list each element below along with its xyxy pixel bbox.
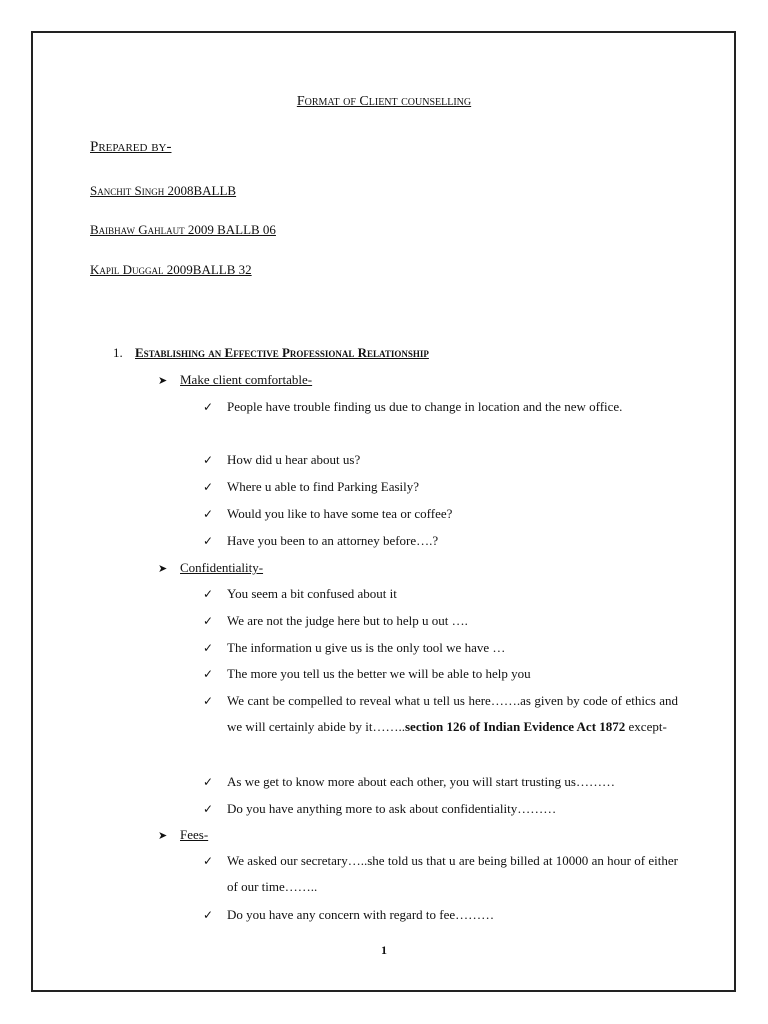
list-item — [203, 474, 678, 500]
list-item-text: Do you have anything more to ask about confidentiality……… — [227, 801, 557, 816]
list-item — [203, 608, 678, 634]
author-3: Kapil Duggal 2009BALLB 32 — [90, 262, 252, 277]
subsection-confidentiality — [158, 560, 263, 576]
subsection-label: Confidentiality- — [180, 560, 264, 575]
author-1: Sanchit Singh 2008BALLB — [90, 183, 237, 198]
list-item-text: How did u hear about us? — [227, 452, 361, 467]
list-item — [203, 447, 678, 473]
list-item — [203, 635, 678, 661]
checkmark-icon: ✓ — [203, 854, 214, 868]
subsection-fees — [158, 827, 208, 843]
list-item-text: People have trouble finding us due to change in location and the new office. — [227, 399, 623, 414]
list-item — [203, 796, 678, 822]
arrow-bullet-icon: ➤ — [158, 830, 168, 842]
list-item-text: We asked our secretary…..she told us that u are being billed at 10000 an hour of either of our time…….. — [227, 853, 678, 894]
list-item-text-tail: except- — [625, 719, 667, 734]
checkmark-icon: ✓ — [203, 694, 214, 708]
checkmark-icon: ✓ — [203, 400, 214, 414]
list-item-text: The information u give us is the only tool we have … — [227, 640, 506, 655]
list-item-text: As we get to know more about each other, you will start trusting us……… — [227, 774, 615, 789]
legal-reference: section 126 of Indian Evidence Act 1872 — [404, 719, 626, 734]
list-item-text: Would you like to have some tea or coffee? — [227, 506, 453, 521]
arrow-bullet-icon: ➤ — [158, 375, 168, 387]
section-heading — [113, 345, 429, 361]
list-item-text: We are not the judge here but to help u out …. — [227, 613, 468, 628]
prepared-by-heading: Prepared by- — [90, 139, 172, 155]
list-item — [203, 848, 678, 900]
checkmark-icon: ✓ — [203, 641, 214, 655]
list-item — [203, 581, 678, 607]
list-item — [203, 394, 678, 420]
list-item-text: Do you have any concern with regard to fee……… — [227, 907, 495, 922]
checkmark-icon: ✓ — [203, 667, 214, 681]
checkmark-icon: ✓ — [203, 587, 214, 601]
checkmark-icon: ✓ — [203, 507, 214, 521]
checkmark-icon: ✓ — [203, 908, 214, 922]
section-title: Establishing an Effective Professional Relationship — [135, 345, 429, 360]
checkmark-icon: ✓ — [203, 614, 214, 628]
checkmark-icon: ✓ — [203, 802, 214, 816]
list-item-text-main: We cant be compelled to reveal what u tell us here…….as given by code of ethics and we will certainly abide by it…….. — [227, 693, 678, 734]
subsection-make-client-comfortable — [158, 372, 312, 388]
page-number: 1 — [381, 943, 387, 957]
list-item-text — [227, 688, 678, 740]
checkmark-icon: ✓ — [203, 453, 214, 467]
list-item — [203, 688, 678, 740]
list-item — [203, 902, 678, 928]
checkmark-icon: ✓ — [203, 480, 214, 494]
list-item-text: You seem a bit confused about it — [227, 586, 397, 601]
list-item-text: Where u able to find Parking Easily? — [227, 479, 420, 494]
list-item — [203, 528, 678, 554]
section-number: 1. — [113, 345, 123, 360]
arrow-bullet-icon: ➤ — [158, 563, 168, 575]
list-item — [203, 501, 678, 527]
checkmark-icon: ✓ — [203, 534, 214, 548]
document-title: Format of Client counselling — [296, 94, 472, 109]
subsection-label: Fees- — [180, 827, 209, 842]
subsection-label: Make client comfortable- — [180, 372, 313, 387]
list-item-text: The more you tell us the better we will be able to help you — [227, 666, 531, 681]
list-item — [203, 769, 678, 795]
list-item — [203, 661, 678, 687]
checkmark-icon: ✓ — [203, 775, 214, 789]
author-2: Baibhaw Gahlaut 2009 BALLB 06 — [90, 222, 276, 237]
list-item-text: Have you been to an attorney before….? — [227, 533, 439, 548]
